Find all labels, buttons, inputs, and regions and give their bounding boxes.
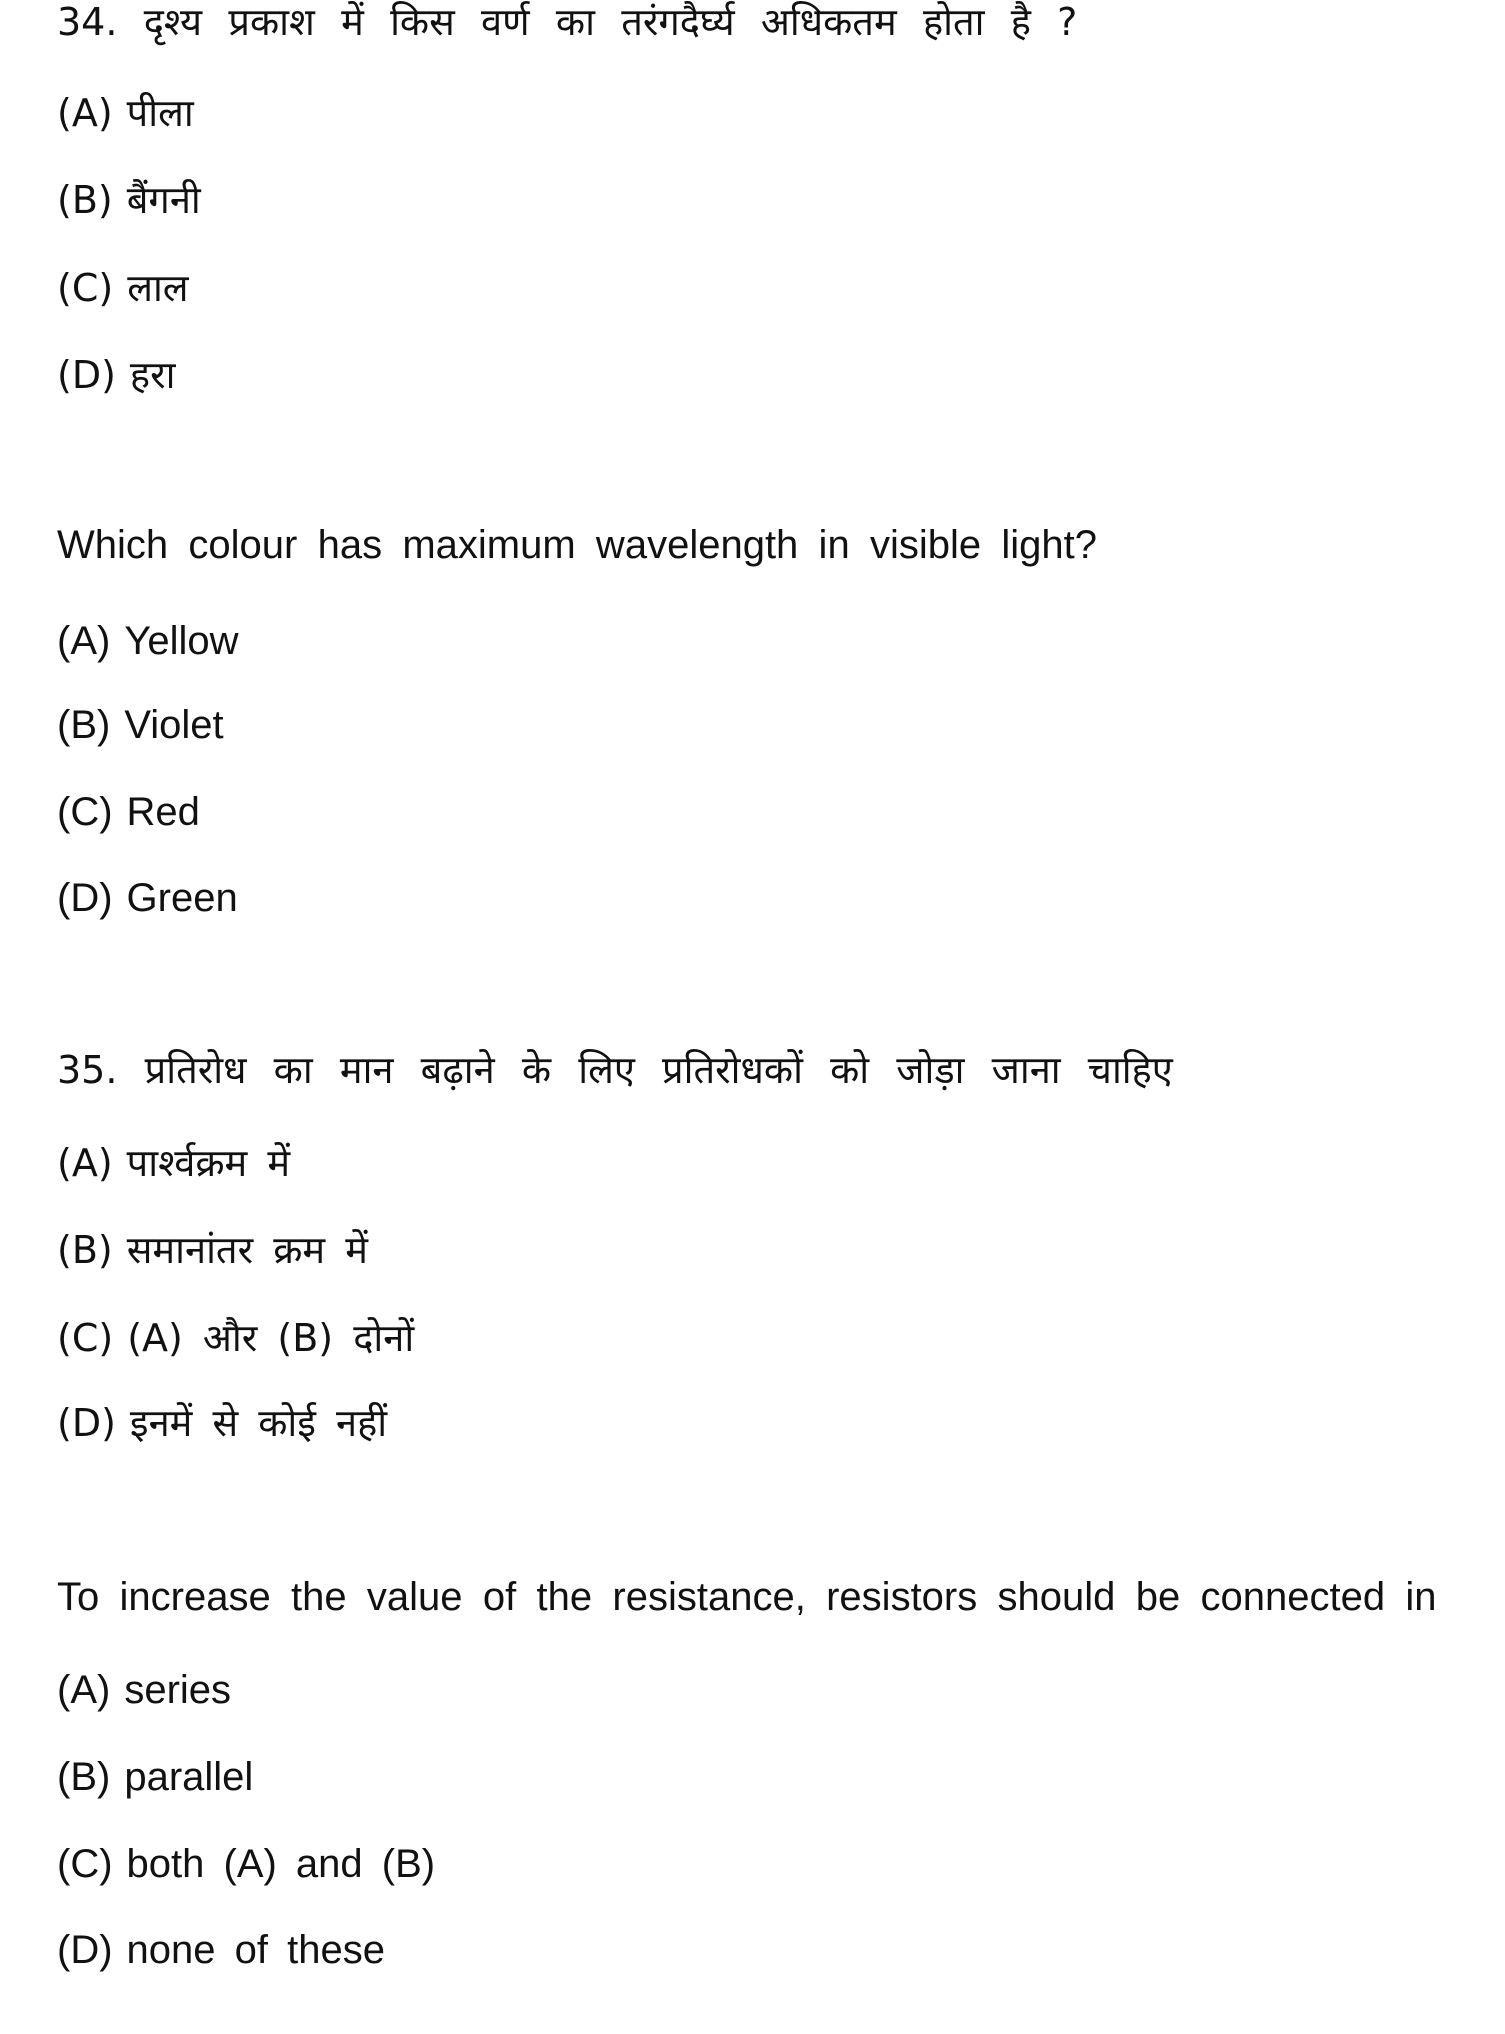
option-label: (A) [57, 91, 113, 135]
option-b[interactable] [57, 700, 224, 750]
option-c[interactable] [57, 787, 200, 837]
option-text: लाल [127, 266, 189, 310]
option-label: (D) [57, 1928, 113, 1972]
question-34-english [57, 520, 1097, 570]
option-label: (C) [57, 266, 114, 310]
option-text: Violet [124, 703, 224, 747]
option-label: (A) [57, 619, 111, 663]
option-d[interactable] [57, 1398, 387, 1448]
option-label: (A) [57, 1141, 113, 1185]
option-text: parallel [124, 1755, 254, 1799]
question-number: 34. [57, 0, 118, 44]
question-35-english [57, 1572, 1437, 1622]
option-text: Yellow [124, 619, 239, 663]
option-label: (B) [57, 178, 113, 222]
option-text: both (A) and (B) [126, 1842, 436, 1886]
option-label: (C) [57, 1316, 114, 1360]
option-text: समानांतर क्रम में [126, 1228, 368, 1272]
question-text: प्रतिरोध का मान बढ़ाने के लिए प्रतिरोधकों को जोड़ा जाना चाहिए [144, 1048, 1173, 1092]
option-d[interactable] [57, 1925, 385, 1975]
option-text: पीला [126, 91, 194, 135]
option-text: इनमें से कोई नहीं [129, 1401, 388, 1445]
option-text: (A) और (B) दोनों [127, 1316, 415, 1360]
option-label: (D) [57, 1401, 116, 1445]
option-text: बैंगनी [126, 178, 201, 222]
question-34-hindi [57, 0, 1077, 47]
option-label: (D) [57, 353, 116, 397]
option-a[interactable] [57, 1665, 231, 1715]
option-label: (B) [57, 1755, 111, 1799]
option-b[interactable] [57, 1225, 368, 1275]
option-c[interactable] [57, 1839, 435, 1889]
option-text: Green [126, 876, 238, 920]
option-text: series [124, 1668, 232, 1712]
option-a[interactable] [57, 616, 239, 666]
option-b[interactable] [57, 1752, 253, 1802]
option-text: Red [126, 790, 200, 834]
question-text: दृश्य प्रकाश में किस वर्ण का तरंगदैर्घ्य अधिकतम होता है ? [143, 0, 1078, 44]
option-a[interactable] [57, 88, 194, 138]
option-b[interactable] [57, 175, 201, 225]
option-a[interactable] [57, 1138, 290, 1188]
option-text: हरा [129, 353, 176, 397]
question-text: To increase the value of the resistance, resistors should be connected in [57, 1575, 1437, 1619]
option-label: (C) [57, 1842, 113, 1886]
question-number: 35. [57, 1048, 118, 1092]
option-label: (D) [57, 876, 113, 920]
option-label: (B) [57, 1228, 113, 1272]
question-text: Which colour has maximum wavelength in visible light? [57, 523, 1097, 567]
option-d[interactable] [57, 873, 238, 923]
option-text: none of these [126, 1928, 385, 1972]
option-label: (A) [57, 1668, 111, 1712]
option-text: पार्श्वक्रम में [126, 1141, 291, 1185]
option-label: (C) [57, 790, 113, 834]
option-c[interactable] [57, 1313, 414, 1363]
option-c[interactable] [57, 263, 189, 313]
question-35-hindi [57, 1045, 1173, 1095]
option-d[interactable] [57, 350, 175, 400]
option-label: (B) [57, 703, 111, 747]
